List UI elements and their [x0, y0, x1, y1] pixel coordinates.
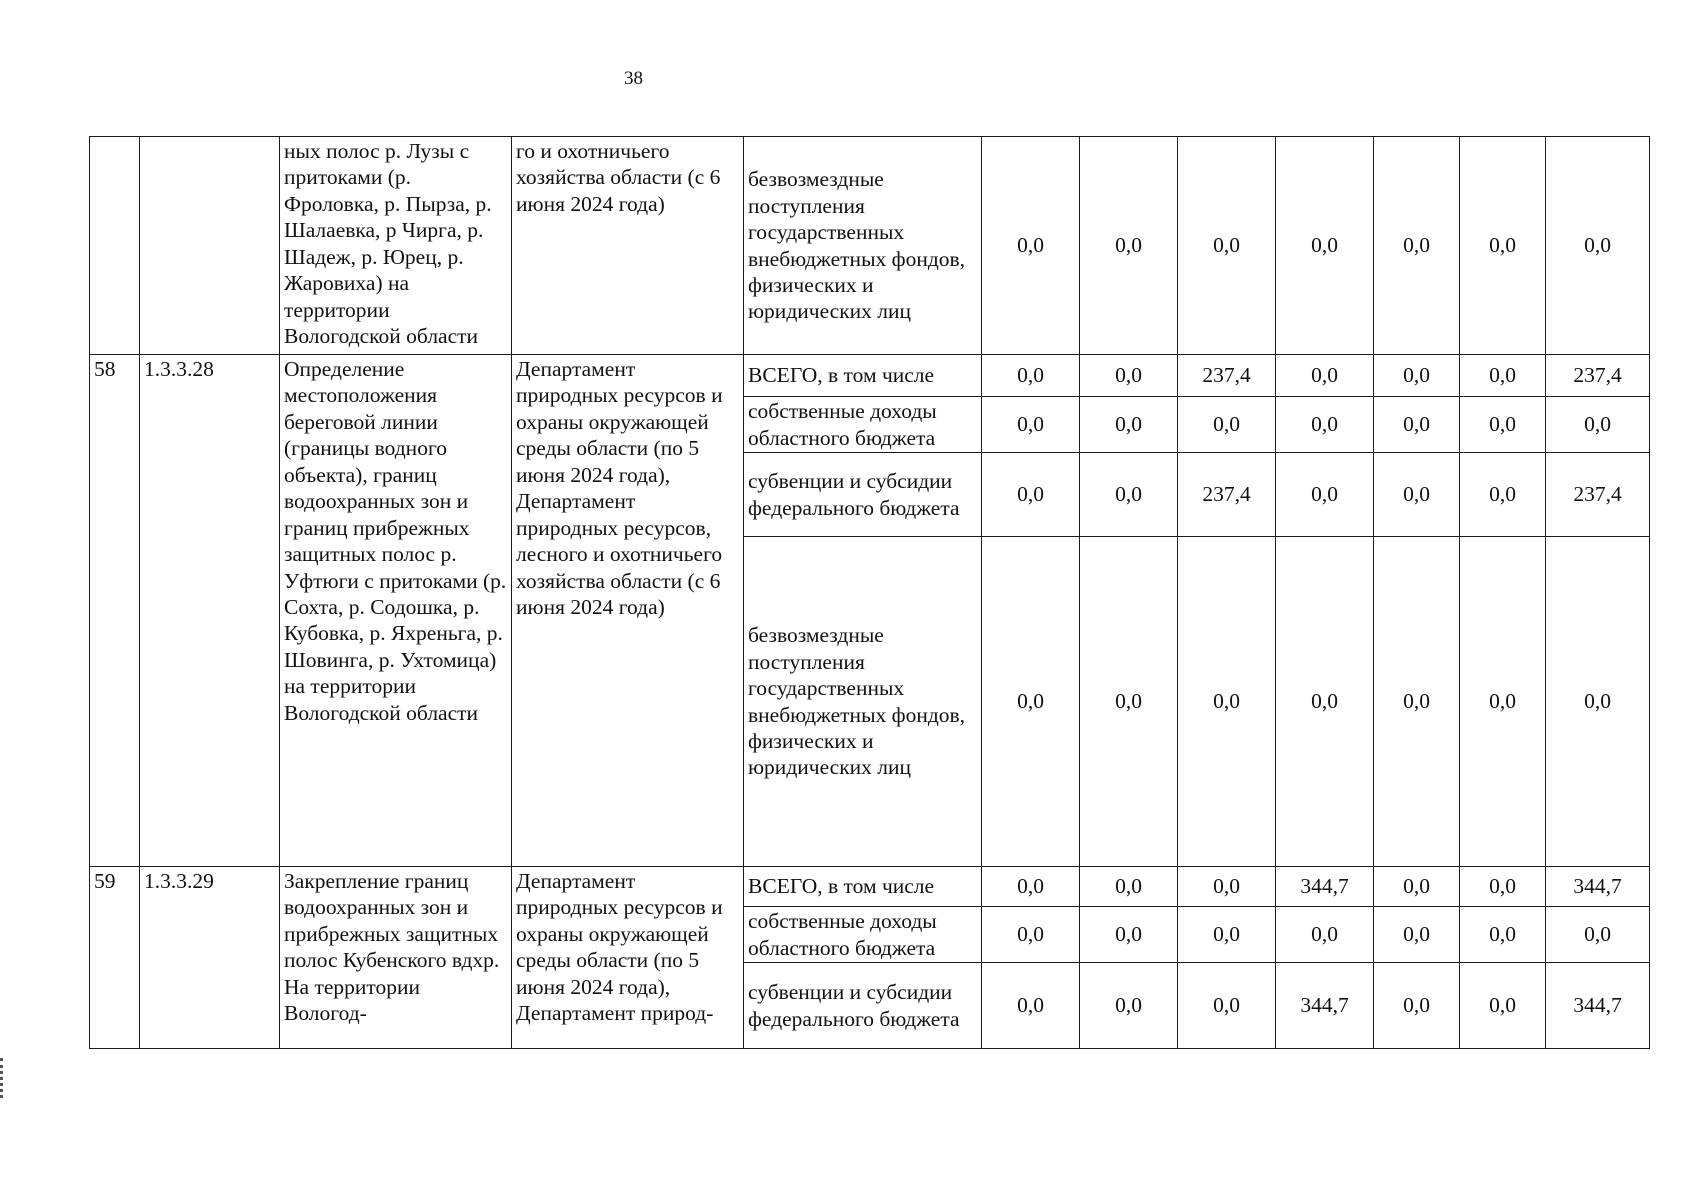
- funding-value: 0,0: [1080, 867, 1178, 907]
- funding-value: 344,7: [1276, 963, 1374, 1049]
- row-number: 58: [90, 355, 140, 867]
- funding-value: 0,0: [1178, 963, 1276, 1049]
- funding-value: 0,0: [982, 397, 1080, 453]
- funding-source: собственные доходы областного бюджета: [744, 907, 982, 963]
- funding-value: 0,0: [1460, 963, 1546, 1049]
- funding-value: 344,7: [1546, 867, 1650, 907]
- funding-value: 0,0: [1276, 397, 1374, 453]
- funding-source: субвенции и субсидии федерального бюджета: [744, 963, 982, 1049]
- measure-code: 1.3.3.28: [140, 355, 280, 867]
- funding-value: 0,0: [1374, 137, 1460, 355]
- funding-value: 0,0: [1178, 907, 1276, 963]
- funding-value: 237,4: [1178, 355, 1276, 397]
- funding-value: 0,0: [1546, 907, 1650, 963]
- executor: Департамент природных ресурсов и охраны окружающей среды области (по 5 июня 2024 года), Департамент природ-: [512, 867, 744, 1049]
- funding-value: 0,0: [982, 453, 1080, 537]
- funding-value: 0,0: [1374, 867, 1460, 907]
- funding-value: 0,0: [1460, 355, 1546, 397]
- funding-value: 0,0: [1460, 907, 1546, 963]
- funding-value: 0,0: [1080, 453, 1178, 537]
- funding-value: 0,0: [1178, 397, 1276, 453]
- measure-name: Определение местоположения береговой линии (границы водного объекта), границ водоохранных зон и границ прибрежных защитных полос р. Уфтюги с притоками (р. Сохта, р. Содошка, р. Кубовка, р. Яхреньга, р. Шовинга, р. Ухтомица) на территории Вологодской области: [280, 355, 512, 867]
- measure-name: ных полос р. Лузы с притоками (р. Фроловка, р. Пырза, р. Шалаевка, р Чирга, р. Шадеж, р. Юрец, р. Жаровиха) на территории Вологодской области: [280, 137, 512, 355]
- funding-table: [89, 136, 1650, 1049]
- funding-value: 0,0: [1546, 397, 1650, 453]
- funding-value: 0,0: [1460, 453, 1546, 537]
- funding-value: 0,0: [982, 907, 1080, 963]
- funding-value: 0,0: [1276, 453, 1374, 537]
- funding-source: субвенции и субсидии федерального бюджета: [744, 453, 982, 537]
- page-number: 38: [624, 68, 643, 89]
- table-row: [90, 867, 1650, 907]
- row-number: [90, 137, 140, 355]
- measure-name: Закрепление границ водоохранных зон и прибрежных защитных полос Кубенского вдхр. На территории Вологод-: [280, 867, 512, 1049]
- funding-value: 0,0: [1080, 537, 1178, 867]
- funding-value: 0,0: [1374, 453, 1460, 537]
- funding-value: 0,0: [1276, 907, 1374, 963]
- funding-value: 0,0: [982, 355, 1080, 397]
- funding-value: 0,0: [1276, 137, 1374, 355]
- funding-value: 0,0: [1276, 355, 1374, 397]
- funding-value: 344,7: [1546, 963, 1650, 1049]
- funding-source: собственные доходы областного бюджета: [744, 397, 982, 453]
- funding-value: 344,7: [1276, 867, 1374, 907]
- funding-value: 0,0: [1080, 907, 1178, 963]
- table-body: [90, 137, 1650, 1049]
- funding-source: ВСЕГО, в том числе: [744, 355, 982, 397]
- funding-value: 0,0: [1276, 537, 1374, 867]
- executor: го и охотничьего хозяйства области (с 6 июня 2024 года): [512, 137, 744, 355]
- funding-value: 0,0: [1178, 867, 1276, 907]
- funding-value: 0,0: [1080, 397, 1178, 453]
- funding-value: 237,4: [1546, 453, 1650, 537]
- funding-value: 0,0: [1374, 963, 1460, 1049]
- funding-value: 0,0: [1374, 397, 1460, 453]
- funding-value: 0,0: [1374, 537, 1460, 867]
- measure-code: 1.3.3.29: [140, 867, 280, 1049]
- funding-value: 0,0: [982, 867, 1080, 907]
- funding-value: 0,0: [1374, 907, 1460, 963]
- funding-value: 237,4: [1546, 355, 1650, 397]
- funding-value: 0,0: [1546, 137, 1650, 355]
- funding-value: 0,0: [1374, 355, 1460, 397]
- funding-value: 0,0: [1460, 397, 1546, 453]
- funding-value: 0,0: [1178, 537, 1276, 867]
- funding-value: 0,0: [982, 963, 1080, 1049]
- funding-source: ВСЕГО, в том числе: [744, 867, 982, 907]
- funding-value: 0,0: [1546, 537, 1650, 867]
- row-number: 59: [90, 867, 140, 1049]
- funding-value: 0,0: [1080, 963, 1178, 1049]
- funding-value: 0,0: [1460, 867, 1546, 907]
- funding-value: 0,0: [1080, 355, 1178, 397]
- executor: Департамент природных ресурсов и охраны окружающей среды области (по 5 июня 2024 года), Департамент природных ресурсов, лесного и охотничьего хозяйства области (с 6 июня 2024 года): [512, 355, 744, 867]
- funding-value: 0,0: [982, 537, 1080, 867]
- funding-source: безвозмездные поступления государственных внебюджетных фондов, физических и юридических лиц: [744, 137, 982, 355]
- funding-value: 237,4: [1178, 453, 1276, 537]
- funding-value: 0,0: [1460, 137, 1546, 355]
- funding-source: безвозмездные поступления государственных внебюджетных фондов, физических и юридических лиц: [744, 537, 982, 867]
- table-row: [90, 137, 1650, 355]
- funding-value: 0,0: [982, 137, 1080, 355]
- funding-value: 0,0: [1460, 537, 1546, 867]
- table-row: [90, 355, 1650, 397]
- measure-code: [140, 137, 280, 355]
- funding-value: 0,0: [1080, 137, 1178, 355]
- funding-value: 0,0: [1178, 137, 1276, 355]
- margin-marks: [0, 1058, 7, 1098]
